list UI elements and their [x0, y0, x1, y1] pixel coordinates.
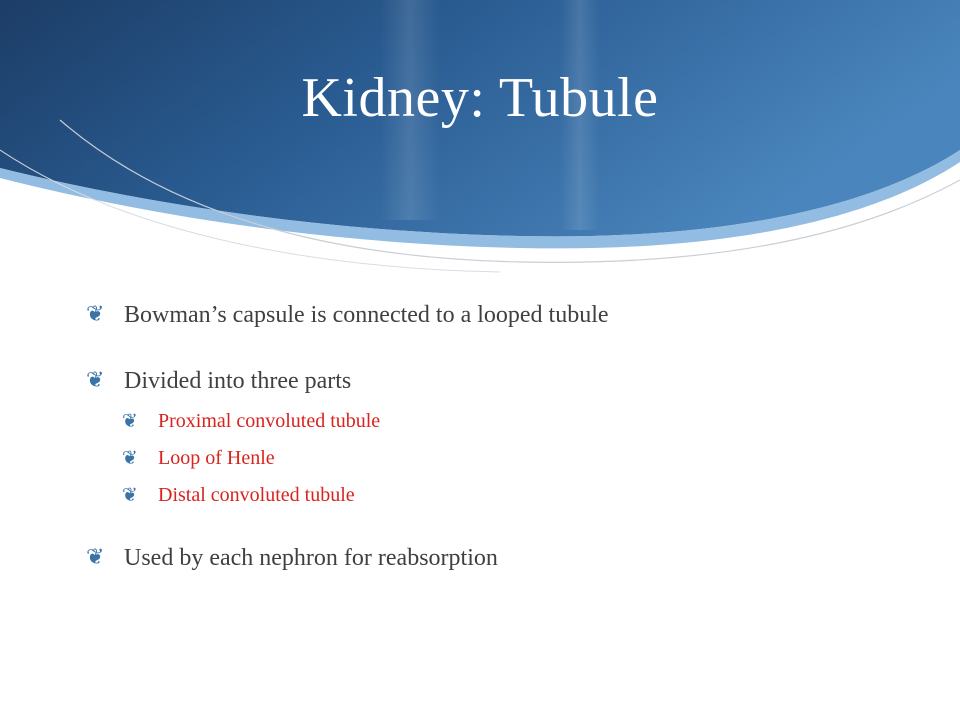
fleur-bullet-icon: ❦	[122, 484, 138, 506]
bullet-text: Bowman’s capsule is connected to a looped tubule	[124, 302, 609, 328]
fleur-bullet-icon: ❦	[122, 447, 138, 469]
bullet-text: Divided into three parts	[124, 368, 352, 394]
bullet-text: Used by each nephron for reabsorption	[124, 545, 498, 571]
sub-bullet-list	[86, 403, 926, 514]
bullet-item	[86, 536, 926, 580]
fleur-bullet-icon: ❦	[86, 545, 105, 570]
sub-bullet-item	[122, 403, 926, 440]
bullet-list	[86, 293, 926, 580]
sub-bullet-item	[122, 440, 926, 477]
bullet-item	[86, 293, 926, 337]
sub-bullet-text: Loop of Henle	[158, 447, 275, 469]
sub-bullet-text: Distal convoluted tubule	[158, 484, 355, 506]
sub-bullet-text: Proximal convoluted tubule	[158, 410, 381, 432]
fleur-bullet-icon: ❦	[122, 410, 138, 432]
sub-bullet-group	[86, 403, 926, 514]
fleur-bullet-icon: ❦	[86, 302, 105, 327]
slide-title: Kidney: Tubule	[301, 67, 659, 129]
bullet-item	[86, 359, 926, 403]
sub-bullet-item	[122, 477, 926, 514]
header-banner	[0, 0, 960, 280]
fleur-bullet-icon: ❦	[86, 368, 105, 393]
